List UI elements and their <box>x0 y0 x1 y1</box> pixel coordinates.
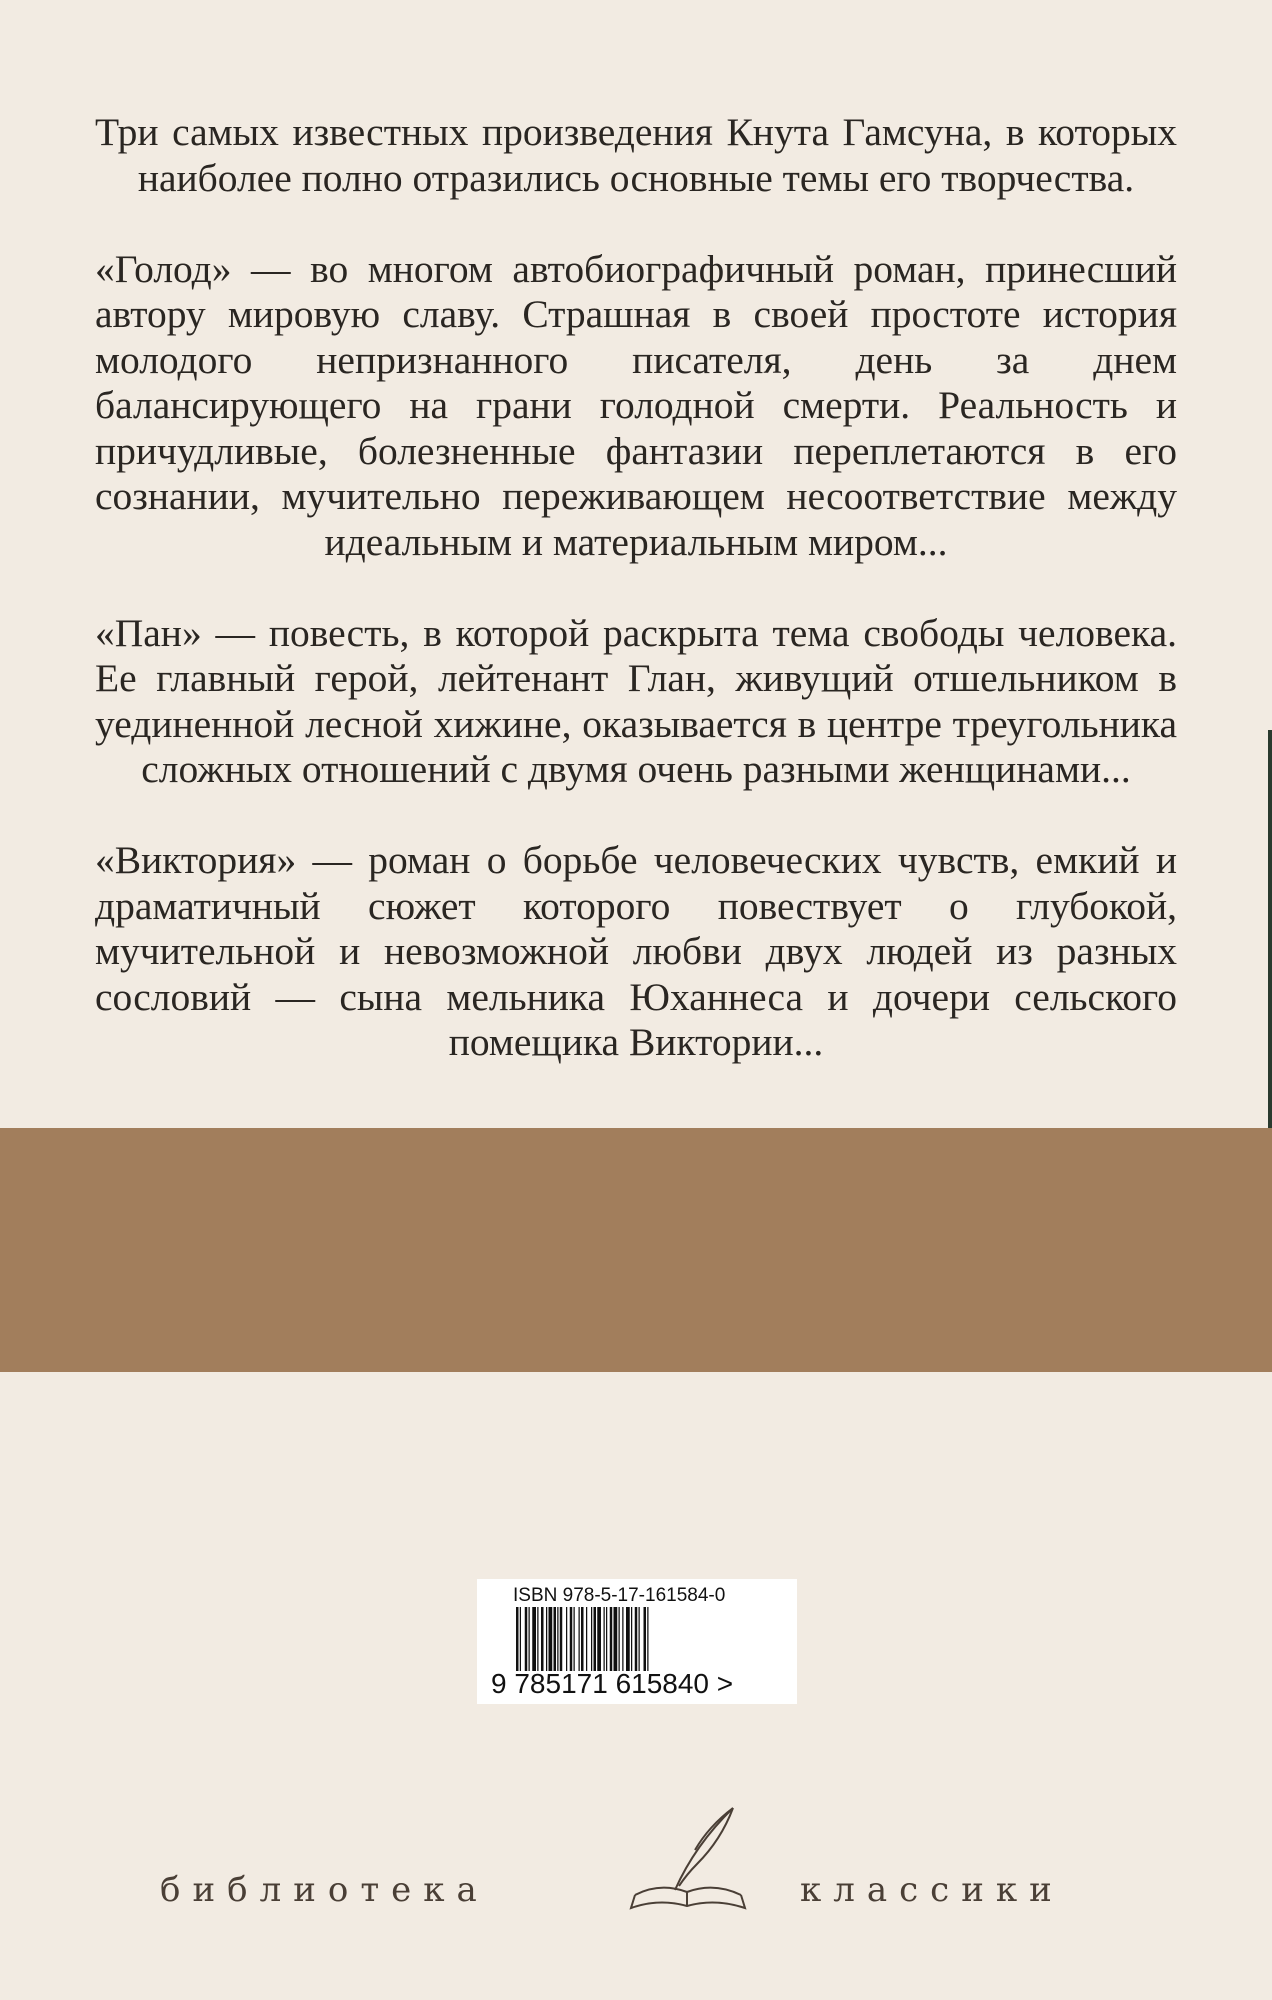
blurb-intro: Три самых известных произведения Кнута Гамсуна, в которых наиболее полно отразились основные темы его творчества. <box>95 110 1177 200</box>
decorative-band <box>0 1128 1272 1372</box>
back-cover-blurb <box>95 110 1177 1111</box>
barcode-digits: 9 785171 615840 > <box>491 1668 734 1699</box>
quill-and-book-icon <box>615 1800 765 1920</box>
blurb-pan: «Пан» — повесть, в которой раскрыта тема свободы человека. Ее главный герой, лейтенант Глан, живущий отшельником в уединенной лесной хижине, оказывается в центре треугольника сложных отношений с двумя очень разными женщинами... <box>95 610 1177 791</box>
blurb-golod: «Голод» — во многом автобиографичный роман, принесший автору мировую славу. Страшная в своей простоте история молодого непризнанного писателя, день за днем балансирующего на грани голодной смерти. Реальность и причудливые, болезненные фантазии переплетаются в его сознании, мучительно переживающем несоответствие между идеальным и материальным миром... <box>95 246 1177 564</box>
isbn-label: ISBN 978-5-17-161584-0 <box>513 1585 726 1606</box>
series-word-right: классики <box>800 1870 1064 1910</box>
blurb-viktoria: «Виктория» — роман о борьбе человеческих чувств, емкий и драматичный сюжет которого повествует о глубокой, мучительной и невозможной любви двух людей из разных сословий — сына мельника Юханнеса и дочери сельского помещика Виктории... <box>95 838 1177 1064</box>
isbn-barcode <box>477 1579 797 1704</box>
series-word-left: библиотека <box>160 1870 489 1910</box>
spine-edge <box>1268 730 1272 1150</box>
barcode-bars <box>514 1607 764 1671</box>
